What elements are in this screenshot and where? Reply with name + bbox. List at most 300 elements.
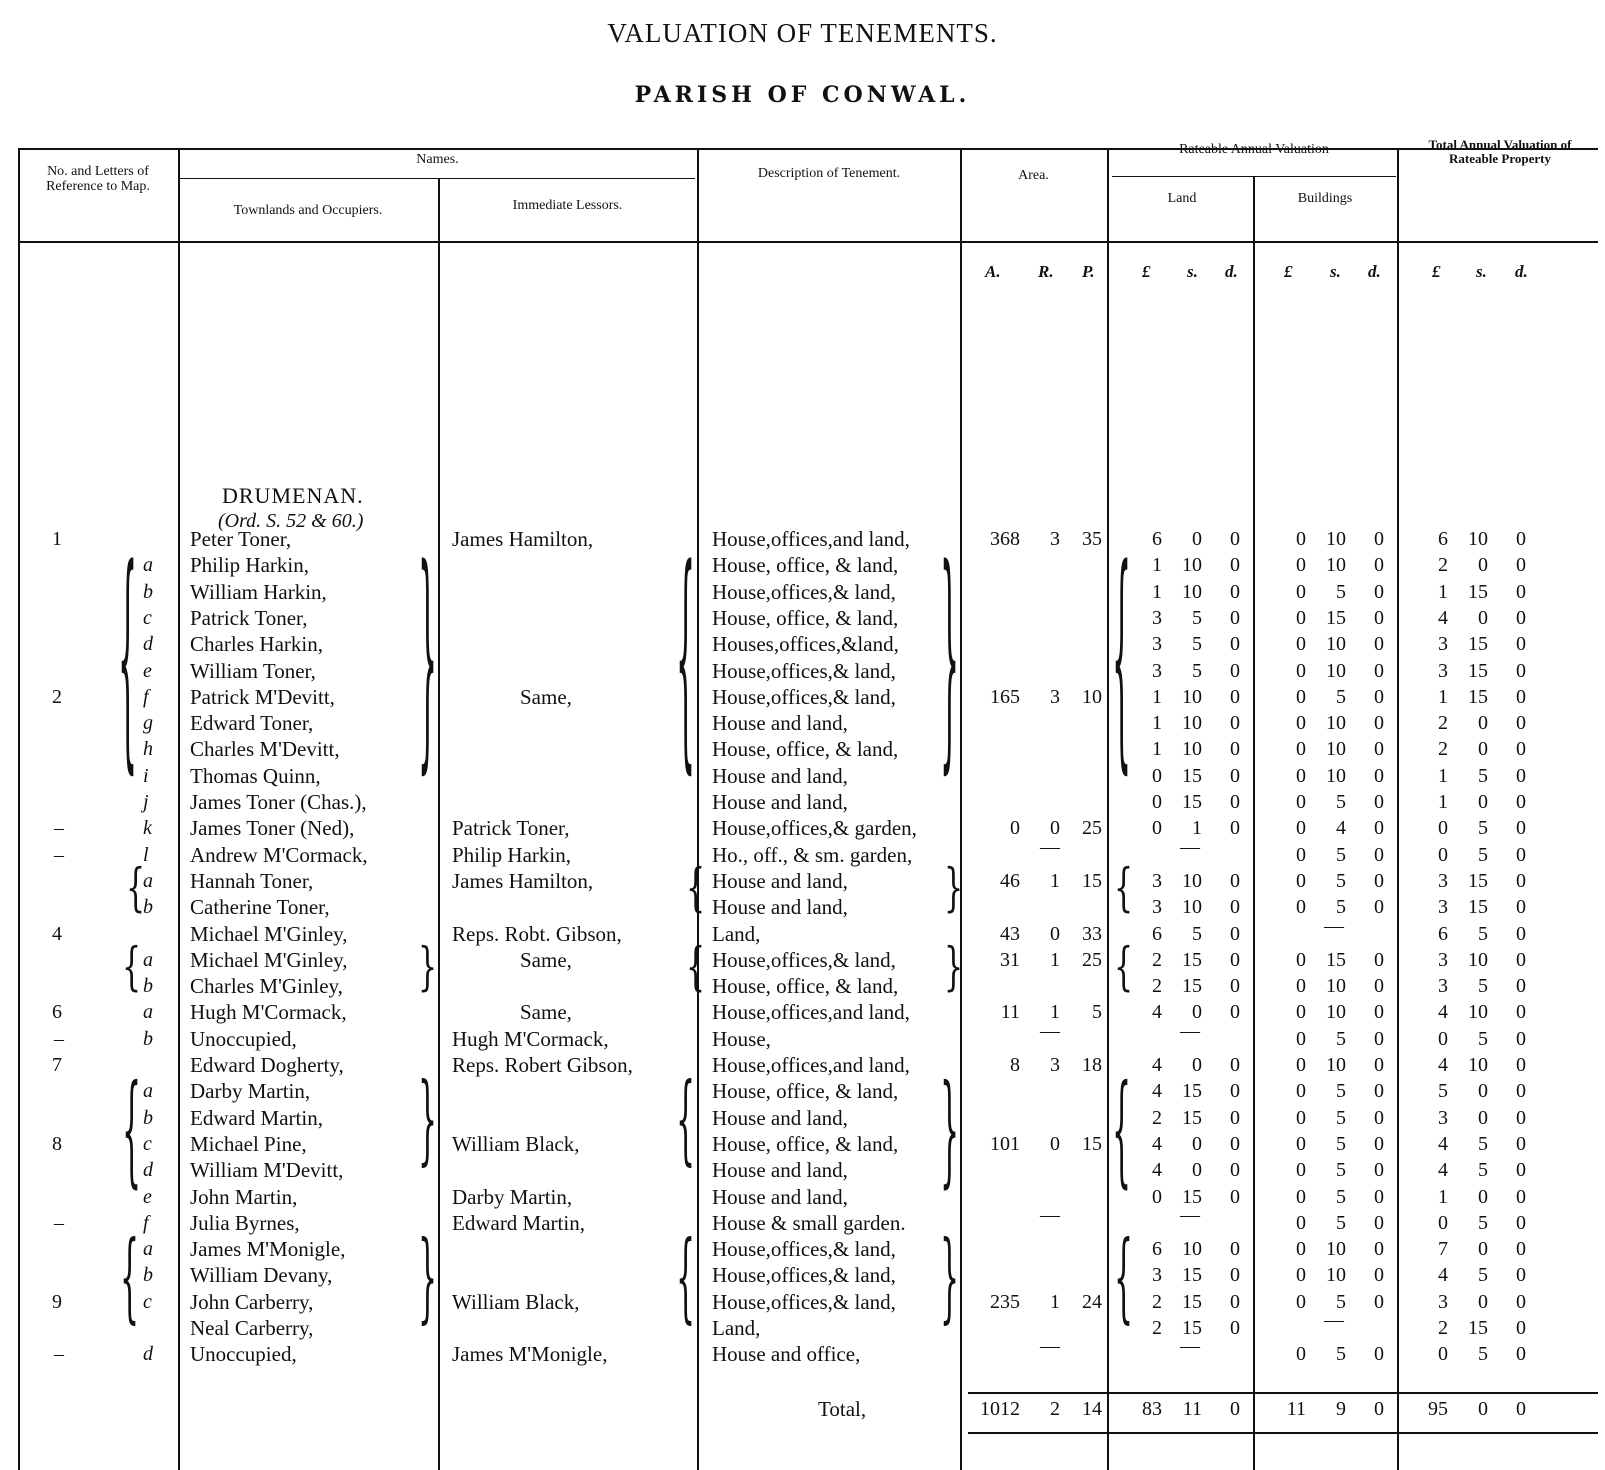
total-shillings: 10 bbox=[1468, 948, 1488, 971]
lessor-name: Darby Martin, bbox=[452, 1184, 573, 1209]
area-perches: 15 bbox=[1082, 869, 1102, 892]
land-pence: 0 bbox=[1230, 606, 1240, 629]
land-pounds: 1 bbox=[1152, 738, 1162, 761]
land-pounds: 3 bbox=[1152, 606, 1162, 629]
land-shillings: 10 bbox=[1182, 712, 1202, 735]
ref-letter: i bbox=[143, 764, 149, 787]
header-total: Total Annual Valuation of Rateable Property bbox=[1428, 137, 1572, 166]
bldg-pence: 0 bbox=[1374, 554, 1384, 577]
total-pounds: 3 bbox=[1438, 948, 1448, 971]
ref-number: 7 bbox=[52, 1054, 62, 1076]
land-pence: 0 bbox=[1230, 791, 1240, 813]
lessor-name: Reps. Robt. Gibson, bbox=[452, 921, 622, 946]
total-shillings: 10 bbox=[1468, 528, 1488, 550]
ref-letter: b bbox=[143, 1027, 153, 1050]
total-pounds: 6 bbox=[1438, 922, 1448, 945]
lessor-name: James Hamilton, bbox=[452, 527, 594, 551]
total-pence: 0 bbox=[1516, 1054, 1526, 1076]
area-roods: 1 bbox=[1050, 1290, 1060, 1313]
land-pence: 0 bbox=[1230, 554, 1240, 577]
bracket-2-occupiers: } bbox=[418, 524, 438, 802]
area-perches: 25 bbox=[1082, 817, 1102, 840]
total-pounds: 3 bbox=[1438, 633, 1448, 656]
total-pounds: 6 bbox=[1438, 528, 1448, 550]
ref-number: – bbox=[54, 843, 64, 866]
total-shillings: 15 bbox=[1468, 869, 1488, 892]
land-pounds: 2 bbox=[1152, 948, 1162, 971]
total-pounds: 0 bbox=[1438, 817, 1448, 840]
occupier-name: Hugh M'Cormack, bbox=[190, 1000, 347, 1025]
header-lessors: Immediate Lessors. bbox=[512, 198, 623, 213]
land-pounds: 0 bbox=[1152, 817, 1162, 840]
total-pounds: 4 bbox=[1438, 1054, 1448, 1076]
tenement-description: House,offices,and land, bbox=[712, 1053, 910, 1077]
bldg-dash: — bbox=[1324, 914, 1344, 937]
header-occupiers: Townlands and Occupiers. bbox=[233, 203, 383, 218]
total-shillings: 10 bbox=[1468, 1054, 1488, 1076]
ref-letter: d bbox=[143, 1159, 153, 1182]
bracket-9-occupiers: } bbox=[418, 1222, 438, 1337]
rule-col-1 bbox=[178, 148, 180, 1470]
bldg-pounds: 0 bbox=[1296, 1132, 1306, 1155]
land-shillings: 15 bbox=[1182, 1185, 1202, 1208]
bracket-5-desc: { bbox=[686, 937, 706, 998]
total-pounds: 1 bbox=[1438, 1185, 1448, 1208]
total-pounds: 1 bbox=[1438, 764, 1448, 787]
total-pounds: 0 bbox=[1438, 1211, 1448, 1234]
ref-letter: d bbox=[143, 633, 153, 656]
total-shillings: 5 bbox=[1478, 1159, 1488, 1182]
bldg-pence: 0 bbox=[1374, 1132, 1384, 1155]
area-roods: 1 bbox=[1050, 869, 1060, 892]
total-shillings: 5 bbox=[1478, 843, 1488, 866]
total-shillings: 5 bbox=[1478, 922, 1488, 945]
occupier-name: Unoccupied, bbox=[190, 1342, 297, 1367]
ref-letter: b bbox=[143, 1264, 153, 1287]
land-shillings: 15 bbox=[1182, 791, 1202, 813]
bldg-pounds: 0 bbox=[1296, 606, 1306, 629]
unit-total-s: s. bbox=[1476, 262, 1487, 281]
rule-col-7 bbox=[1397, 148, 1399, 1470]
ref-letter: a bbox=[143, 1001, 153, 1024]
total-shillings: 0 bbox=[1478, 1238, 1488, 1261]
tenement-description: House,offices,& land, bbox=[712, 947, 896, 972]
unit-land-d: d. bbox=[1225, 262, 1238, 281]
area-dash: — bbox=[1040, 835, 1060, 858]
area-roods: 3 bbox=[1050, 1054, 1060, 1076]
total-pence: 0 bbox=[1516, 1238, 1526, 1261]
parish-subtitle: PARISH OF CONWAL. bbox=[634, 82, 971, 108]
bldg-pounds: 0 bbox=[1296, 1264, 1306, 1287]
total-pence: 0 bbox=[1516, 685, 1526, 708]
bldg-pounds: 0 bbox=[1296, 817, 1306, 840]
ref-letter: b bbox=[143, 580, 153, 603]
unit-land-pound: £ bbox=[1142, 262, 1151, 281]
total-pence: 0 bbox=[1516, 869, 1526, 892]
bldg-shillings: 10 bbox=[1326, 1238, 1346, 1261]
land-shillings: 5 bbox=[1192, 606, 1202, 629]
townland-name: DRUMENAN. bbox=[222, 483, 364, 508]
occupier-name: John Carberry, bbox=[190, 1289, 314, 1314]
ref-letter: c bbox=[143, 606, 152, 629]
bracket-3-letters: { bbox=[126, 858, 146, 919]
bracket-3-desc: { bbox=[686, 858, 706, 919]
bldg-shillings: 10 bbox=[1326, 554, 1346, 577]
land-pounds: 1 bbox=[1152, 554, 1162, 577]
total-pence: 0 bbox=[1516, 764, 1526, 787]
rule-total-bottom bbox=[968, 1432, 1598, 1434]
land-pounds: 3 bbox=[1152, 896, 1162, 919]
land-pence: 0 bbox=[1230, 896, 1240, 919]
total-shillings: 0 bbox=[1478, 791, 1488, 813]
unit-r: R. bbox=[1038, 262, 1054, 281]
area-roods: 1 bbox=[1050, 1001, 1060, 1024]
total-pounds: 2 bbox=[1438, 1317, 1448, 1339]
bldg-pence: 0 bbox=[1374, 1238, 1384, 1261]
bldg-pounds: 0 bbox=[1296, 738, 1306, 761]
bldg-shillings: 10 bbox=[1326, 633, 1346, 656]
land-shillings: 0 bbox=[1192, 528, 1202, 550]
total-bldg-shillings: 9 bbox=[1336, 1398, 1346, 1420]
tenement-description: House,offices,& land, bbox=[712, 1237, 896, 1262]
total-shillings: 5 bbox=[1478, 975, 1488, 998]
header-buildings: Buildings bbox=[1297, 191, 1353, 206]
bldg-pounds: 0 bbox=[1296, 1001, 1306, 1024]
land-pence: 0 bbox=[1230, 712, 1240, 735]
tenement-description: House,offices,& land, bbox=[712, 658, 896, 683]
total-shillings: 15 bbox=[1468, 685, 1488, 708]
bldg-pounds: 0 bbox=[1296, 1211, 1306, 1234]
tenement-description: House,offices,& land, bbox=[712, 1289, 896, 1314]
land-pounds: 6 bbox=[1152, 528, 1162, 550]
total-pence: 0 bbox=[1516, 817, 1526, 840]
land-pounds: 2 bbox=[1152, 1106, 1162, 1129]
area-acres: 8 bbox=[1010, 1054, 1020, 1076]
bldg-shillings: 5 bbox=[1336, 1159, 1346, 1182]
unit-a: A. bbox=[985, 262, 1001, 281]
lessor-name: James Hamilton, bbox=[452, 868, 594, 893]
land-shillings: 0 bbox=[1192, 1159, 1202, 1182]
tenement-description: House, office, & land, bbox=[712, 974, 899, 999]
total-pounds: 3 bbox=[1438, 1106, 1448, 1129]
total-pounds: 3 bbox=[1438, 1290, 1448, 1313]
total-pence: 0 bbox=[1516, 1185, 1526, 1208]
total-shillings: 5 bbox=[1478, 1211, 1488, 1234]
area-roods: 3 bbox=[1050, 685, 1060, 708]
ref-number: 9 bbox=[52, 1290, 62, 1313]
bldg-pounds: 0 bbox=[1296, 764, 1306, 787]
tenement-description: House and land, bbox=[712, 895, 848, 920]
land-shillings: 10 bbox=[1182, 896, 1202, 919]
total-pence: 0 bbox=[1516, 791, 1526, 813]
ref-number: 2 bbox=[52, 685, 62, 708]
total-shillings: 0 bbox=[1478, 712, 1488, 735]
ref-letter: j bbox=[143, 791, 149, 813]
tenement-description: House and land, bbox=[712, 1184, 848, 1209]
bldg-shillings: 5 bbox=[1336, 1106, 1346, 1129]
area-perches: 33 bbox=[1082, 922, 1102, 945]
total-total-pence: 0 bbox=[1516, 1398, 1526, 1420]
lessor-name: Patrick Toner, bbox=[452, 816, 570, 841]
land-shillings: 15 bbox=[1182, 1264, 1202, 1287]
ref-number: 1 bbox=[52, 528, 62, 550]
total-pounds: 5 bbox=[1438, 1080, 1448, 1103]
rule-col-6 bbox=[1253, 176, 1255, 1470]
land-pence: 0 bbox=[1230, 1264, 1240, 1287]
occupier-name: Philip Harkin, bbox=[190, 553, 309, 578]
unit-bldg-s: s. bbox=[1330, 262, 1341, 281]
bldg-shillings: 5 bbox=[1336, 1132, 1346, 1155]
land-pence: 0 bbox=[1230, 659, 1240, 682]
total-pence: 0 bbox=[1516, 554, 1526, 577]
total-pounds: 3 bbox=[1438, 896, 1448, 919]
header-ref: No. and Letters of Reference to Map. bbox=[46, 164, 150, 194]
rule-col-4 bbox=[960, 148, 962, 1470]
bldg-shillings: 10 bbox=[1326, 712, 1346, 735]
bldg-pounds: 0 bbox=[1296, 1106, 1306, 1129]
total-shillings: 0 bbox=[1478, 1290, 1488, 1313]
rule-total-top bbox=[968, 1392, 1598, 1394]
bldg-pence: 0 bbox=[1374, 896, 1384, 919]
bracket-8-occupiers: } bbox=[418, 1064, 438, 1179]
unit-total-d: d. bbox=[1515, 262, 1528, 281]
area-perches: 10 bbox=[1082, 685, 1102, 708]
total-pence: 0 bbox=[1516, 975, 1526, 998]
land-pounds: 4 bbox=[1152, 1159, 1162, 1182]
header-description: Description of Tenement. bbox=[757, 166, 901, 181]
total-pounds: 1 bbox=[1438, 791, 1448, 813]
bldg-pounds: 0 bbox=[1296, 1080, 1306, 1103]
land-pounds: 0 bbox=[1152, 791, 1162, 813]
total-bldg-pence: 0 bbox=[1374, 1398, 1384, 1420]
land-shillings: 15 bbox=[1182, 764, 1202, 787]
bldg-pence: 0 bbox=[1374, 606, 1384, 629]
tenement-description: House and land, bbox=[712, 868, 848, 893]
total-pence: 0 bbox=[1516, 528, 1526, 550]
total-pence: 0 bbox=[1516, 843, 1526, 866]
total-area-perches: 14 bbox=[1082, 1398, 1102, 1420]
ref-letter: f bbox=[143, 685, 149, 708]
lessor-name: Hugh M'Cormack, bbox=[452, 1026, 609, 1051]
lessor-name: Philip Harkin, bbox=[452, 842, 571, 867]
bracket-9-desc-right: } bbox=[940, 1222, 960, 1337]
bldg-pence: 0 bbox=[1374, 738, 1384, 761]
land-pence: 0 bbox=[1230, 869, 1240, 892]
total-shillings: 5 bbox=[1478, 1343, 1488, 1366]
total-shillings: 5 bbox=[1478, 1132, 1488, 1155]
bldg-pence: 0 bbox=[1374, 1001, 1384, 1024]
bracket-3-desc-right: } bbox=[944, 858, 964, 919]
bldg-shillings: 5 bbox=[1336, 1027, 1346, 1050]
land-pounds: 1 bbox=[1152, 685, 1162, 708]
total-pounds: 1 bbox=[1438, 685, 1448, 708]
area-dash: — bbox=[1040, 1335, 1060, 1358]
bracket-2-land: { bbox=[1112, 524, 1132, 802]
total-land-shillings: 11 bbox=[1182, 1398, 1202, 1420]
total-pence: 0 bbox=[1516, 1159, 1526, 1182]
occupier-name: John Martin, bbox=[190, 1184, 298, 1209]
total-land-pence: 0 bbox=[1230, 1398, 1240, 1420]
area-roods: 0 bbox=[1050, 1132, 1060, 1155]
rule-col-3 bbox=[697, 148, 699, 1470]
total-pence: 0 bbox=[1516, 896, 1526, 919]
ref-letter: c bbox=[143, 1290, 152, 1313]
bldg-shillings: 4 bbox=[1336, 817, 1346, 840]
ref-number: 4 bbox=[52, 922, 62, 945]
tenement-description: House and office, bbox=[712, 1342, 861, 1367]
area-perches: 35 bbox=[1082, 528, 1102, 550]
bldg-shillings: 5 bbox=[1336, 1185, 1346, 1208]
total-pence: 0 bbox=[1516, 922, 1526, 945]
bracket-5-land: { bbox=[1114, 937, 1134, 998]
area-acres: 46 bbox=[1000, 869, 1020, 892]
lessor-name: James M'Monigle, bbox=[452, 1342, 608, 1367]
land-pence: 0 bbox=[1230, 922, 1240, 945]
total-shillings: 5 bbox=[1478, 1264, 1488, 1287]
area-perches: 15 bbox=[1082, 1132, 1102, 1155]
occupier-name: Andrew M'Cormack, bbox=[190, 842, 368, 867]
occupier-name: Edward Martin, bbox=[190, 1105, 323, 1130]
townland-ord: (Ord. S. 52 & 60.) bbox=[218, 510, 364, 532]
tenement-description: House,offices,and land, bbox=[712, 527, 910, 551]
total-shillings: 0 bbox=[1478, 554, 1488, 577]
occupier-name: William Toner, bbox=[190, 658, 316, 683]
land-pence: 0 bbox=[1230, 580, 1240, 603]
area-acres: 11 bbox=[1000, 1001, 1020, 1024]
bldg-shillings: 5 bbox=[1336, 1343, 1346, 1366]
ref-letter: a bbox=[143, 948, 153, 971]
bldg-pence: 0 bbox=[1374, 1080, 1384, 1103]
header-area: Area. bbox=[1018, 168, 1049, 183]
land-pounds: 4 bbox=[1152, 1080, 1162, 1103]
bldg-shillings: 10 bbox=[1326, 975, 1346, 998]
ref-letter: b bbox=[143, 1106, 153, 1129]
bldg-pence: 0 bbox=[1374, 1185, 1384, 1208]
bldg-pounds: 0 bbox=[1296, 948, 1306, 971]
bldg-pence: 0 bbox=[1374, 948, 1384, 971]
land-shillings: 15 bbox=[1182, 975, 1202, 998]
occupier-name: Unoccupied, bbox=[190, 1026, 297, 1051]
land-shillings: 5 bbox=[1192, 659, 1202, 682]
total-pence: 0 bbox=[1516, 1027, 1526, 1050]
tenement-description: House and land, bbox=[712, 1105, 848, 1130]
ref-number: – bbox=[54, 1027, 64, 1050]
occupier-name: Thomas Quinn, bbox=[190, 763, 321, 788]
ref-letter: e bbox=[143, 659, 152, 682]
total-pounds: 2 bbox=[1438, 712, 1448, 735]
land-pence: 0 bbox=[1230, 1317, 1240, 1339]
total-shillings: 0 bbox=[1478, 1106, 1488, 1129]
total-pounds: 1 bbox=[1438, 580, 1448, 603]
land-pence: 0 bbox=[1230, 1185, 1240, 1208]
area-roods: 0 bbox=[1050, 922, 1060, 945]
bldg-pounds: 0 bbox=[1296, 896, 1306, 919]
ref-number: 6 bbox=[52, 1001, 62, 1024]
total-shillings: 10 bbox=[1468, 1001, 1488, 1024]
area-perches: 25 bbox=[1082, 948, 1102, 971]
unit-land-s: s. bbox=[1187, 262, 1198, 281]
land-shillings: 5 bbox=[1192, 633, 1202, 656]
bldg-shillings: 5 bbox=[1336, 685, 1346, 708]
bldg-pence: 0 bbox=[1374, 659, 1384, 682]
lessor-name: William Black, bbox=[452, 1131, 580, 1156]
bldg-pence: 0 bbox=[1374, 1027, 1384, 1050]
total-pounds: 4 bbox=[1438, 1132, 1448, 1155]
ref-letter: a bbox=[143, 1080, 153, 1103]
land-dash: — bbox=[1180, 1203, 1200, 1226]
land-pounds: 1 bbox=[1152, 580, 1162, 603]
total-pounds: 3 bbox=[1438, 659, 1448, 682]
land-shillings: 0 bbox=[1192, 1132, 1202, 1155]
land-shillings: 5 bbox=[1192, 922, 1202, 945]
bldg-shillings: 10 bbox=[1326, 1054, 1346, 1076]
header-names: Names. bbox=[416, 152, 459, 167]
tenement-description: Land, bbox=[712, 1316, 761, 1340]
header-rateable: Rateable Annual Valuation bbox=[1179, 142, 1329, 157]
bldg-pence: 0 bbox=[1374, 843, 1384, 866]
bldg-pence: 0 bbox=[1374, 1106, 1384, 1129]
total-total-shillings: 0 bbox=[1478, 1398, 1488, 1420]
bldg-pounds: 0 bbox=[1296, 1027, 1306, 1050]
area-dash: — bbox=[1040, 1203, 1060, 1226]
total-pence: 0 bbox=[1516, 1080, 1526, 1103]
total-shillings: 15 bbox=[1468, 896, 1488, 919]
bldg-pounds: 0 bbox=[1296, 685, 1306, 708]
occupier-name: Michael Pine, bbox=[190, 1131, 307, 1156]
total-pounds: 2 bbox=[1438, 738, 1448, 761]
land-shillings: 15 bbox=[1182, 1080, 1202, 1103]
total-pounds: 0 bbox=[1438, 1027, 1448, 1050]
ref-number: – bbox=[54, 817, 64, 840]
bldg-shillings: 10 bbox=[1326, 764, 1346, 787]
area-perches: 24 bbox=[1082, 1290, 1102, 1313]
lessor-name: Same, bbox=[520, 1000, 572, 1025]
occupier-name: James M'Monigle, bbox=[190, 1237, 346, 1262]
land-pence: 0 bbox=[1230, 764, 1240, 787]
total-shillings: 15 bbox=[1468, 580, 1488, 603]
bldg-pence: 0 bbox=[1374, 1211, 1384, 1234]
bldg-pence: 0 bbox=[1374, 791, 1384, 813]
total-pence: 0 bbox=[1516, 1132, 1526, 1155]
rule-col-5 bbox=[1107, 148, 1109, 1470]
tenement-description: House,offices,and land, bbox=[712, 1000, 910, 1025]
tenement-description: House and land, bbox=[712, 1158, 848, 1183]
land-shillings: 0 bbox=[1192, 1054, 1202, 1076]
total-shillings: 15 bbox=[1468, 659, 1488, 682]
ref-letter: a bbox=[143, 1238, 153, 1261]
ref-letter: b bbox=[143, 975, 153, 998]
bldg-pence: 0 bbox=[1374, 528, 1384, 550]
tenement-description: House,offices,& land, bbox=[712, 579, 896, 604]
bracket-2-letters: { bbox=[118, 524, 138, 802]
bldg-pounds: 0 bbox=[1296, 1238, 1306, 1261]
bracket-3-land: { bbox=[1114, 858, 1134, 919]
occupier-name: James Toner (Ned), bbox=[190, 816, 355, 841]
land-pence: 0 bbox=[1230, 1132, 1240, 1155]
bldg-dash: — bbox=[1324, 1309, 1344, 1331]
land-pounds: 0 bbox=[1152, 1185, 1162, 1208]
ref-letter: l bbox=[143, 843, 149, 866]
bldg-pence: 0 bbox=[1374, 1343, 1384, 1366]
total-pence: 0 bbox=[1516, 1290, 1526, 1313]
unit-bldg-pound: £ bbox=[1284, 262, 1293, 281]
ref-number: 8 bbox=[52, 1132, 62, 1155]
bldg-pounds: 0 bbox=[1296, 843, 1306, 866]
bldg-shillings: 10 bbox=[1326, 659, 1346, 682]
area-acres: 31 bbox=[1000, 948, 1020, 971]
total-pence: 0 bbox=[1516, 1264, 1526, 1287]
bracket-9-letters: { bbox=[120, 1222, 140, 1337]
